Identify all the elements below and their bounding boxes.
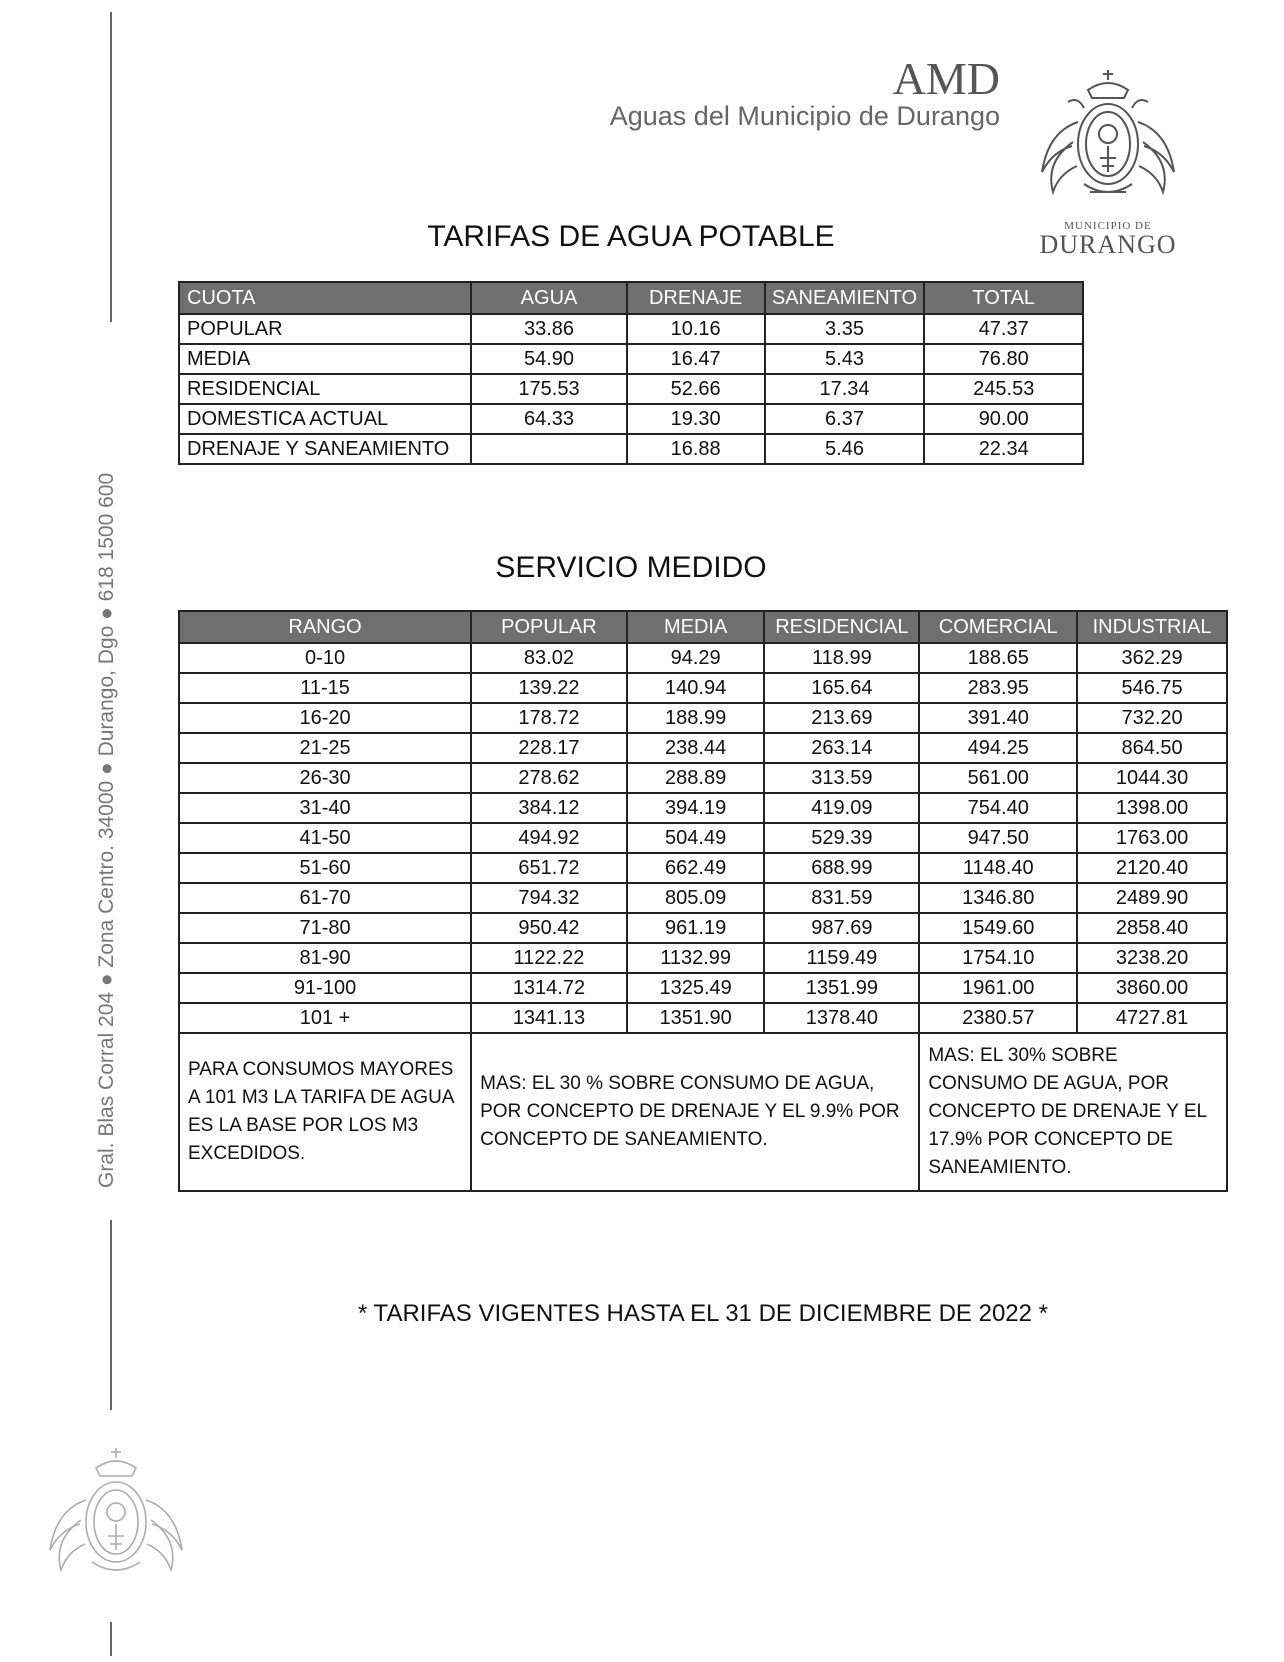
municipio-small-label: MUNICIPIO DE (1064, 220, 1152, 232)
table-cell: 101 + (179, 1003, 471, 1033)
margin-rule-middle (110, 1220, 112, 1410)
table-cell: 1351.90 (627, 1003, 765, 1033)
table-cell: 76.80 (924, 344, 1083, 374)
table-cell: 805.09 (627, 883, 765, 913)
table-row (179, 913, 1227, 943)
table-cell: 384.12 (471, 793, 627, 823)
table-cell: 245.53 (924, 374, 1083, 404)
table-cell: 1159.49 (764, 943, 919, 973)
table-cell: 2120.40 (1077, 853, 1227, 883)
table-cell: 987.69 (764, 913, 919, 943)
table-cell: 51-60 (179, 853, 471, 883)
address-side-text: Gral. Blas Corral 204 ● Zona Centro. 34000 ● Durango, Dgo ● 618 1500 600 (95, 472, 118, 1188)
table-cell: 1325.49 (627, 973, 765, 1003)
margin-rule-top (110, 12, 112, 322)
note-consumos-mayores: PARA CONSUMOS MAYORES A 101 M3 LA TARIFA DE AGUA ES LA BASE POR LOS M3 EXCEDIDOS. (179, 1033, 471, 1191)
column-header: INDUSTRIAL (1077, 611, 1227, 643)
table-row (179, 673, 1227, 703)
table-cell: 213.69 (764, 703, 919, 733)
crest-logo-icon (1028, 62, 1188, 212)
table-row (179, 973, 1227, 1003)
table-cell: 10.16 (627, 314, 765, 344)
table-cell: 90.00 (924, 404, 1083, 434)
table-row (179, 404, 1083, 434)
table-cell: 16-20 (179, 703, 471, 733)
servicio-header-row (179, 611, 1227, 643)
table-cell: DRENAJE Y SANEAMIENTO (179, 434, 471, 464)
note-drenaje-comercial-industrial: MAS: EL 30% SOBRE CONSUMO DE AGUA, POR CONCEPTO DE DRENAJE Y EL 17.9% POR CONCEPTO DE SANEAMIENTO. (919, 1033, 1227, 1191)
table-cell: 1351.99 (764, 973, 919, 1003)
table-cell: 1132.99 (627, 943, 765, 973)
crest-watermark-icon (36, 1440, 196, 1590)
table-cell: 283.95 (919, 673, 1077, 703)
table-cell: 394.19 (627, 793, 765, 823)
tarifas-title: TARIFAS DE AGUA POTABLE (427, 220, 835, 253)
table-cell: 26-30 (179, 763, 471, 793)
brand-block (560, 53, 1000, 131)
tarifas-table (178, 281, 1084, 465)
table-row (179, 763, 1227, 793)
table-row (179, 314, 1083, 344)
table-cell: 61-70 (179, 883, 471, 913)
table-row (179, 434, 1083, 464)
margin-rule-bottom (110, 1622, 112, 1656)
table-cell: 561.00 (919, 763, 1077, 793)
table-cell: 139.22 (471, 673, 627, 703)
table-row (179, 733, 1227, 763)
table-cell: 91-100 (179, 973, 471, 1003)
table-cell: 313.59 (764, 763, 919, 793)
table-cell: 662.49 (627, 853, 765, 883)
table-cell: 1398.00 (1077, 793, 1227, 823)
column-header: RESIDENCIAL (764, 611, 919, 643)
table-cell: 529.39 (764, 823, 919, 853)
table-cell: 1346.80 (919, 883, 1077, 913)
table-cell: 81-90 (179, 943, 471, 973)
table-cell: 41-50 (179, 823, 471, 853)
table-cell: 47.37 (924, 314, 1083, 344)
table-cell: 16.88 (627, 434, 765, 464)
column-header: COMERCIAL (919, 611, 1077, 643)
table-row (179, 374, 1083, 404)
table-row (179, 344, 1083, 374)
table-cell: 362.29 (1077, 643, 1227, 673)
table-cell: 140.94 (627, 673, 765, 703)
column-header: POPULAR (471, 611, 627, 643)
table-cell: 21-25 (179, 733, 471, 763)
column-header: CUOTA (179, 282, 471, 314)
column-header: TOTAL (924, 282, 1083, 314)
table-cell: 52.66 (627, 374, 765, 404)
table-cell: 831.59 (764, 883, 919, 913)
table-cell: 651.72 (471, 853, 627, 883)
table-cell: 1122.22 (471, 943, 627, 973)
table-cell: 1044.30 (1077, 763, 1227, 793)
table-cell: 263.14 (764, 733, 919, 763)
table-cell: 1378.40 (764, 1003, 919, 1033)
table-cell: 54.90 (471, 344, 627, 374)
municipio-big-label: DURANGO (1039, 230, 1177, 259)
table-cell: 188.99 (627, 703, 765, 733)
table-cell: 33.86 (471, 314, 627, 344)
table-cell: 1148.40 (919, 853, 1077, 883)
table-cell: 238.44 (627, 733, 765, 763)
column-header: RANGO (179, 611, 471, 643)
table-row (179, 703, 1227, 733)
column-header: AGUA (471, 282, 627, 314)
table-row (179, 853, 1227, 883)
table-cell: 950.42 (471, 913, 627, 943)
note-drenaje-popular-media: MAS: EL 30 % SOBRE CONSUMO DE AGUA, POR CONCEPTO DE DRENAJE Y EL 9.9% POR CONCEPTO DE SANEAMIENTO. (471, 1033, 919, 1191)
table-cell: 188.65 (919, 643, 1077, 673)
table-cell: 64.33 (471, 404, 627, 434)
table-cell: 1314.72 (471, 973, 627, 1003)
brand-short: AMD (892, 53, 1000, 104)
table-row (179, 643, 1227, 673)
table-cell: 5.43 (765, 344, 925, 374)
table-cell: DOMESTICA ACTUAL (179, 404, 471, 434)
column-header: DRENAJE (627, 282, 765, 314)
table-cell: 94.29 (627, 643, 765, 673)
table-cell: 178.72 (471, 703, 627, 733)
table-cell: 864.50 (1077, 733, 1227, 763)
table-cell: 17.34 (765, 374, 925, 404)
table-cell: 794.32 (471, 883, 627, 913)
table-cell: 0-10 (179, 643, 471, 673)
table-cell: 1961.00 (919, 973, 1077, 1003)
table-cell: 494.25 (919, 733, 1077, 763)
table-row (179, 943, 1227, 973)
table-cell: 22.34 (924, 434, 1083, 464)
table-cell: 546.75 (1077, 673, 1227, 703)
table-cell: 504.49 (627, 823, 765, 853)
vigencia-note: * TARIFAS VIGENTES HASTA EL 31 DE DICIEMBRE DE 2022 * (357, 1300, 1048, 1327)
table-cell: 754.40 (919, 793, 1077, 823)
table-cell: 961.19 (627, 913, 765, 943)
table-cell: 6.37 (765, 404, 925, 434)
table-cell: 278.62 (471, 763, 627, 793)
table-cell: 419.09 (764, 793, 919, 823)
table-cell: 16.47 (627, 344, 765, 374)
table-row (179, 823, 1227, 853)
table-cell: 732.20 (1077, 703, 1227, 733)
table-cell: 688.99 (764, 853, 919, 883)
servicio-medido-title: SERVICIO MEDIDO (495, 551, 767, 584)
table-cell: 1341.13 (471, 1003, 627, 1033)
table-cell: 11-15 (179, 673, 471, 703)
table-cell: 2858.40 (1077, 913, 1227, 943)
table-cell: RESIDENCIAL (179, 374, 471, 404)
table-cell: 494.92 (471, 823, 627, 853)
servicio-medido-table (178, 610, 1228, 1192)
table-cell: 31-40 (179, 793, 471, 823)
table-cell: 71-80 (179, 913, 471, 943)
table-cell: 2489.90 (1077, 883, 1227, 913)
table-cell: 2380.57 (919, 1003, 1077, 1033)
table-cell: 5.46 (765, 434, 925, 464)
table-cell: 4727.81 (1077, 1003, 1227, 1033)
column-header: SANEAMIENTO (765, 282, 925, 314)
tarifas-header-row (179, 282, 1083, 314)
table-cell: POPULAR (179, 314, 471, 344)
table-cell: 1763.00 (1077, 823, 1227, 853)
column-header: MEDIA (627, 611, 765, 643)
table-row (179, 793, 1227, 823)
table-row (179, 883, 1227, 913)
table-cell: 118.99 (764, 643, 919, 673)
notes-row (179, 1033, 1227, 1191)
table-cell: 1754.10 (919, 943, 1077, 973)
table-cell: 3860.00 (1077, 973, 1227, 1003)
table-cell: 3238.20 (1077, 943, 1227, 973)
table-cell: 1549.60 (919, 913, 1077, 943)
table-cell: 947.50 (919, 823, 1077, 853)
table-cell: 228.17 (471, 733, 627, 763)
table-cell (471, 434, 627, 464)
table-row (179, 1003, 1227, 1033)
table-cell: 3.35 (765, 314, 925, 344)
table-cell: 165.64 (764, 673, 919, 703)
table-cell: 288.89 (627, 763, 765, 793)
brand-name: Aguas del Municipio de Durango (609, 101, 1000, 131)
table-cell: 391.40 (919, 703, 1077, 733)
table-cell: 19.30 (627, 404, 765, 434)
table-cell: 83.02 (471, 643, 627, 673)
table-cell: MEDIA (179, 344, 471, 374)
table-cell: 175.53 (471, 374, 627, 404)
